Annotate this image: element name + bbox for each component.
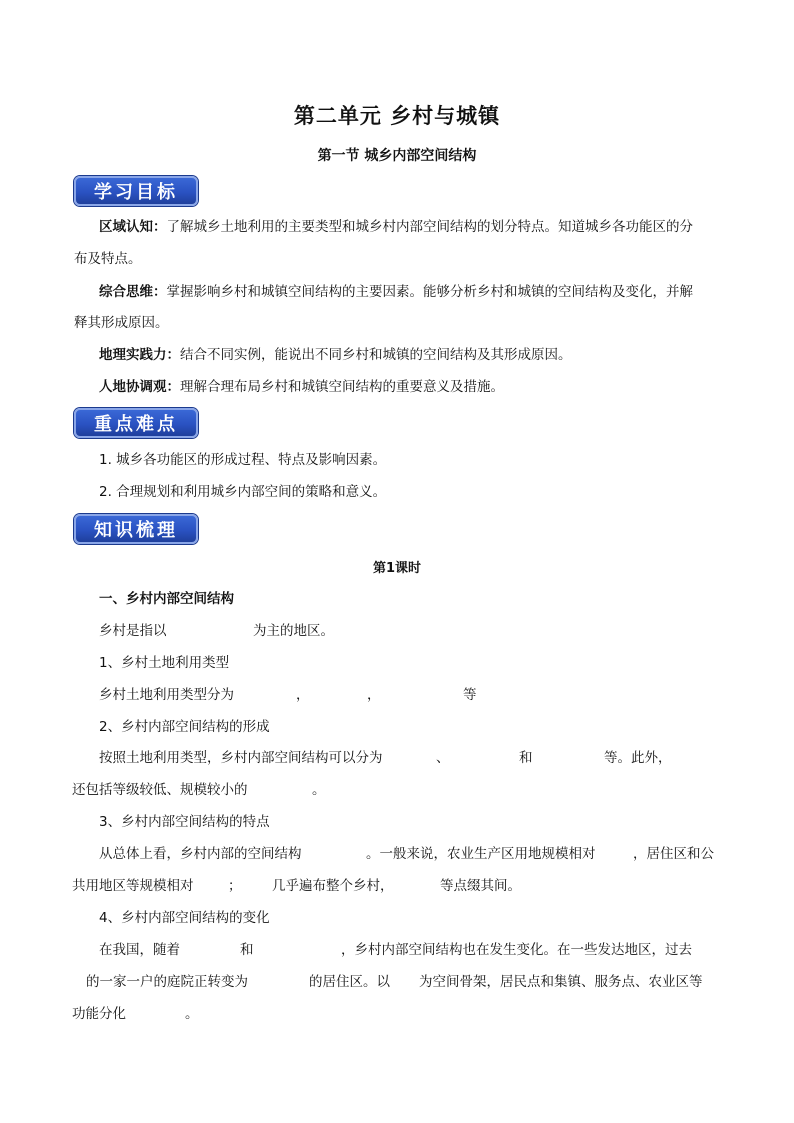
objective-2-label: 综合思维： bbox=[99, 284, 167, 300]
objective-2-text-b: 释其形成原因。 bbox=[74, 315, 169, 331]
line-2a: 乡村土地利用类型分为 bbox=[99, 687, 234, 703]
line-1a: 乡村是指以 bbox=[99, 623, 167, 639]
unit-title: 第二单元 乡村与城镇 bbox=[293, 104, 501, 128]
objective-2-text-a: 掌握影响乡村和城镇空间结构的主要因素。能够分析乡村和城镇的空间结构及变化，并解 bbox=[166, 284, 693, 300]
line-9a: 功能分化 bbox=[72, 1006, 126, 1022]
line-3a: 按照土地利用类型，乡村内部空间结构可以分为 bbox=[99, 750, 383, 766]
heading-2: 2、乡村内部空间结构的形成 bbox=[99, 719, 270, 735]
line-8a: 的一家一户的庭院正转变为 bbox=[86, 974, 248, 990]
line-2b: ， bbox=[296, 687, 310, 703]
key-point-2: 2. 合理规划和利用城乡内部空间的策略和意义。 bbox=[99, 484, 387, 500]
line-7a: 在我国，随着 bbox=[99, 942, 180, 958]
line-6d: 等点缀其间。 bbox=[440, 878, 521, 894]
line-2c: ， bbox=[367, 687, 381, 703]
line-4a: 还包括等级较低、规模较小的 bbox=[72, 782, 248, 798]
line-8c: 为空间骨架，居民点和集镇、服务点、农业区等 bbox=[419, 974, 703, 990]
objective-1-text-b: 布及特点。 bbox=[74, 251, 142, 267]
heading-3: 3、乡村内部空间结构的特点 bbox=[99, 814, 270, 830]
line-3d: 等。此外， bbox=[604, 750, 672, 766]
objective-4 bbox=[99, 377, 504, 397]
key-point-1: 1. 城乡各功能区的形成过程、特点及影响因素。 bbox=[99, 452, 387, 468]
knowledge-badge: 知识梳理 bbox=[74, 514, 198, 544]
line-6c: 几乎遍布整个乡村， bbox=[272, 878, 394, 894]
objectives-badge: 学习目标 bbox=[74, 176, 198, 206]
line-7c: ，乡村内部空间结构也在发生变化。在一些发达地区，过去 bbox=[341, 942, 692, 958]
line-8b: 的居住区。以 bbox=[309, 974, 390, 990]
key-points-badge: 重点难点 bbox=[74, 408, 198, 438]
line-4b: 。 bbox=[312, 782, 326, 798]
line-3b: 、 bbox=[436, 750, 450, 766]
line-5c: ，居住区和公 bbox=[633, 846, 714, 862]
objective-4-label: 人地协调观： bbox=[99, 379, 180, 395]
line-9b: 。 bbox=[185, 1006, 199, 1022]
line-6a: 共用地区等规模相对 bbox=[72, 878, 194, 894]
objective-2-line-1 bbox=[99, 282, 693, 302]
objective-1-text-a: 了解城乡土地利用的主要类型和城乡村内部空间结构的划分特点。知道城乡各功能区的分 bbox=[166, 219, 693, 235]
heading-4: 4、乡村内部空间结构的变化 bbox=[99, 910, 270, 926]
objective-3 bbox=[99, 345, 572, 365]
line-1b: 为主的地区。 bbox=[253, 623, 334, 639]
lesson-heading: 第1课时 bbox=[372, 561, 422, 576]
section-1-heading: 一、乡村内部空间结构 bbox=[99, 591, 234, 607]
line-2d: 等 bbox=[463, 687, 477, 703]
section-subtitle: 第一节 城乡内部空间结构 bbox=[317, 148, 477, 164]
objective-3-label: 地理实践力： bbox=[99, 347, 180, 363]
line-5b: 。一般来说，农业生产区用地规模相对 bbox=[366, 846, 596, 862]
line-6b: ； bbox=[228, 878, 242, 894]
heading-1: 1、乡村土地利用类型 bbox=[99, 655, 230, 671]
line-5a: 从总体上看，乡村内部的空间结构 bbox=[99, 846, 302, 862]
line-7b: 和 bbox=[240, 942, 254, 958]
objective-1-label: 区域认知： bbox=[99, 219, 167, 235]
objective-3-text: 结合不同实例，能说出不同乡村和城镇的空间结构及其形成原因。 bbox=[180, 347, 572, 363]
line-3c: 和 bbox=[519, 750, 533, 766]
objective-1-line-1 bbox=[99, 217, 693, 237]
objective-4-text: 理解合理布局乡村和城镇空间结构的重要意义及措施。 bbox=[180, 379, 504, 395]
